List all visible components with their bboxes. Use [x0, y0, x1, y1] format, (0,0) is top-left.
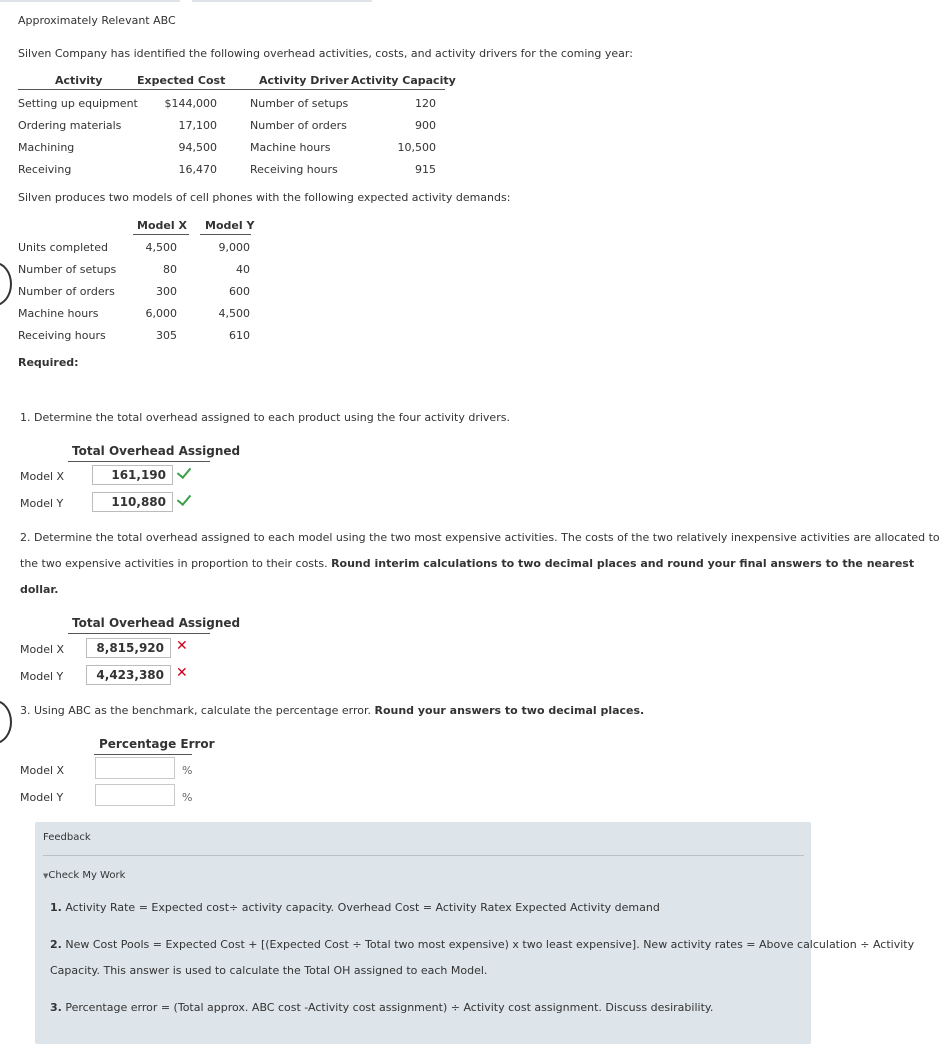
q2-text-line2 [20, 557, 914, 570]
activity-driver: Machine hours [250, 141, 331, 154]
feedback-item-2-cont: Capacity. This answer is used to calculate the Total OH assigned to each Model. [50, 964, 488, 977]
feedback-item-1 [50, 901, 660, 914]
col-header-model-x: Model X [137, 219, 187, 232]
feedback-text: Activity Rate = Expected cost÷ activity capacity. Overhead Cost = Activity Ratex Expected Activity demand [61, 901, 660, 914]
col-header-activity: Activity [55, 74, 103, 87]
q2-text-plain: the two expensive activities in proportion to their costs. [20, 557, 332, 570]
model-y-value: 610 [229, 329, 250, 342]
demand-label: Machine hours [18, 307, 99, 320]
q3-text-bold: Round your answers to two decimal places. [374, 704, 645, 717]
q2-text-line1: 2. Determine the total overhead assigned to each model using the two most expensive activities. The costs of the two relatively inexpensive activities are allocated to [20, 531, 940, 544]
q3-label-model-x: Model X [20, 764, 65, 777]
q1-label-model-x: Model X [20, 470, 65, 483]
demand-label: Receiving hours [18, 329, 106, 342]
q2-label-model-y: Model Y [20, 670, 64, 683]
q3-text-plain: 3. Using ABC as the benchmark, calculate the percentage error. [20, 704, 375, 717]
q2-header: Total Overhead Assigned [72, 616, 241, 630]
q1-header: Total Overhead Assigned [72, 444, 241, 458]
feedback-text: Percentage error = (Total approx. ABC cost -Activity cost assignment) ÷ Activity cost assignment. Discuss desirability. [61, 1001, 714, 1014]
model-x-value: 4,500 [145, 241, 177, 254]
expected-cost: 16,470 [178, 163, 217, 176]
top-tab-strip [192, 0, 372, 2]
activity-name: Receiving [18, 163, 72, 176]
feedback-text: New Cost Pools = Expected Cost + [(Expected Cost ÷ Total two most expensive) x two least expensive]. New activity rates = Above calculation ÷ Activity [61, 938, 915, 951]
q3-label-model-y: Model Y [20, 791, 64, 804]
header-rule [133, 234, 189, 235]
q1-label-model-y: Model Y [20, 497, 64, 510]
feedback-num: 2. [50, 938, 62, 951]
q3-text [20, 704, 644, 717]
model-y-value: 4,500 [218, 307, 250, 320]
top-tab-strip [0, 0, 180, 2]
activity-driver: Number of orders [250, 119, 347, 132]
margin-arc [0, 262, 12, 306]
expected-cost: $144,000 [164, 97, 217, 110]
model-x-value: 305 [156, 329, 177, 342]
q1-model-y-input[interactable]: 110,880 [92, 492, 173, 512]
q2-label-model-x: Model X [20, 643, 65, 656]
col-header-expected-cost: Expected Cost [137, 74, 226, 87]
activity-capacity: 120 [415, 97, 436, 110]
percent-sign: % [182, 764, 193, 777]
header-rule [94, 754, 192, 755]
col-header-activity-driver: Activity Driver [259, 74, 349, 87]
activity-name: Machining [18, 141, 75, 154]
activity-driver: Receiving hours [250, 163, 338, 176]
demand-label: Units completed [18, 241, 108, 254]
q2-text-line3: dollar. [20, 583, 59, 596]
header-rule [200, 234, 251, 235]
incorrect-x-icon: ✕ [176, 665, 188, 681]
q2-model-y-input[interactable]: 4,423,380 [86, 665, 171, 685]
header-rule [68, 633, 210, 634]
model-y-value: 600 [229, 285, 250, 298]
q1-text: 1. Determine the total overhead assigned to each product using the four activity drivers. [20, 411, 510, 424]
page-title: Approximately Relevant ABC [18, 14, 176, 27]
activity-capacity: 10,500 [397, 141, 436, 154]
q2-model-x-input[interactable]: 8,815,920 [86, 638, 171, 658]
feedback-num: 3. [50, 1001, 62, 1014]
triangle-down-icon: ▼ [43, 872, 49, 880]
expected-cost: 17,100 [178, 119, 217, 132]
feedback-item-3 [50, 1001, 713, 1014]
activity-name: Ordering materials [18, 119, 122, 132]
demand-label: Number of setups [18, 263, 117, 276]
activity-driver: Number of setups [250, 97, 349, 110]
model-x-value: 80 [163, 263, 177, 276]
activity-capacity: 915 [415, 163, 436, 176]
model-y-value: 40 [236, 263, 250, 276]
header-rule [68, 461, 210, 462]
header-rule [18, 89, 445, 90]
required-heading: Required: [18, 356, 79, 369]
feedback-divider [43, 855, 804, 856]
col-header-activity-capacity: Activity Capacity [351, 74, 456, 87]
q3-model-y-input[interactable] [95, 784, 175, 806]
feedback-num: 1. [50, 901, 62, 914]
margin-arc [0, 700, 12, 744]
q3-model-x-input[interactable] [95, 757, 175, 779]
percent-sign: % [182, 791, 193, 804]
col-header-model-y: Model Y [205, 219, 255, 232]
incorrect-x-icon: ✕ [176, 638, 188, 654]
intro-text: Silven Company has identified the following overhead activities, costs, and activity drivers for the coming year: [18, 47, 633, 60]
model-x-value: 300 [156, 285, 177, 298]
check-icon [177, 491, 191, 506]
feedback-title: Feedback [43, 832, 91, 843]
demand-label: Number of orders [18, 285, 115, 298]
model-x-value: 6,000 [145, 307, 177, 320]
expected-cost: 94,500 [178, 141, 217, 154]
check-my-work-toggle[interactable] [43, 870, 125, 881]
model-y-value: 9,000 [218, 241, 250, 254]
q1-model-x-input[interactable]: 161,190 [92, 465, 173, 485]
q3-header: Percentage Error [99, 737, 215, 751]
check-my-work-label: Check My Work [48, 870, 126, 881]
activity-name: Setting up equipment [18, 97, 138, 110]
check-icon [177, 464, 191, 479]
q2-text-bold: Round interim calculations to two decimal places and round your final answers to the nearest [331, 557, 915, 570]
feedback-item-2 [50, 938, 914, 951]
intro2-text: Silven produces two models of cell phones with the following expected activity demands: [18, 191, 511, 204]
activity-capacity: 900 [415, 119, 436, 132]
